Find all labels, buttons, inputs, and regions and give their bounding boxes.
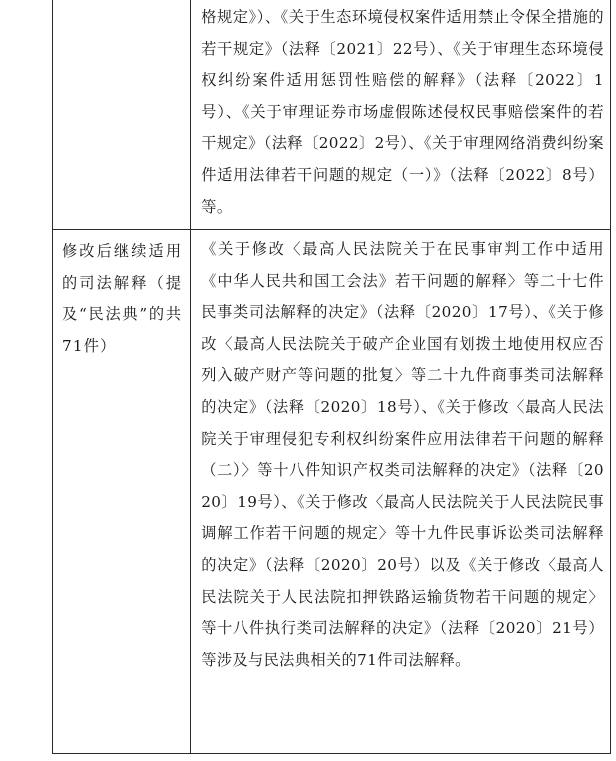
row-label-cell [53,230,191,754]
row-content: 《关于修改〈最高人民法院关于在民事审判工作中适用《中华人民共和国工会法》若干问题的解释〉等二十七件民事类司法解释的决定》（法释〔2020〕17号）、《关于修改〈最高人民法院关于破产企业国有划拨土地使用权应否列入破产财产等问题的批复〉等二十九件商事类司法解释的决定》（法释〔2020〕18号）、《关于修改〈最高人民法院关于审理侵犯专利权纠纷案件应用法律若干问题的解释（二）〉等十八件知识产权类司法解释的决定》（法释〔2020〕19号）、《关于修改〈最高人民法院关于人民法院民事调解工作若干问题的规定〉等十九件民事诉讼类司法解释的决定》（法释〔2020〕20号）以及《关于修改〈最高人民法院关于人民法院扣押铁路运输货物若干问题的规定〉等十八件执行类司法解释的决定》（法释〔2020〕21号）等涉及与民法典相关的71件司法解释。 [201,240,604,669]
row-label: 修改后继续适用的司法解释（提及“民法典”的共71件） [62,242,183,355]
table-row [53,0,611,230]
row-content-cell [191,230,611,754]
row-content-cell [191,0,611,230]
row-label-cell [53,0,191,230]
row-label [53,0,190,5]
table-row [53,230,611,754]
interpretations-table [52,0,611,754]
row-content: 格规定》）、《关于生态环境侵权案件适用禁止令保全措施的若干规定》（法释〔2021〕22号）、《关于审理生态环境侵权纠纷案件适用惩罚性赔偿的解释》（法释〔2022〕1号）、《关于审理证券市场虚假陈述侵权民事赔偿案件的若干规定》（法释〔2022〕2号）、《关于审理网络消费纠纷案件适用法律若干问题的规定（一）》（法释〔2022〕8号）等。 [201,8,604,216]
